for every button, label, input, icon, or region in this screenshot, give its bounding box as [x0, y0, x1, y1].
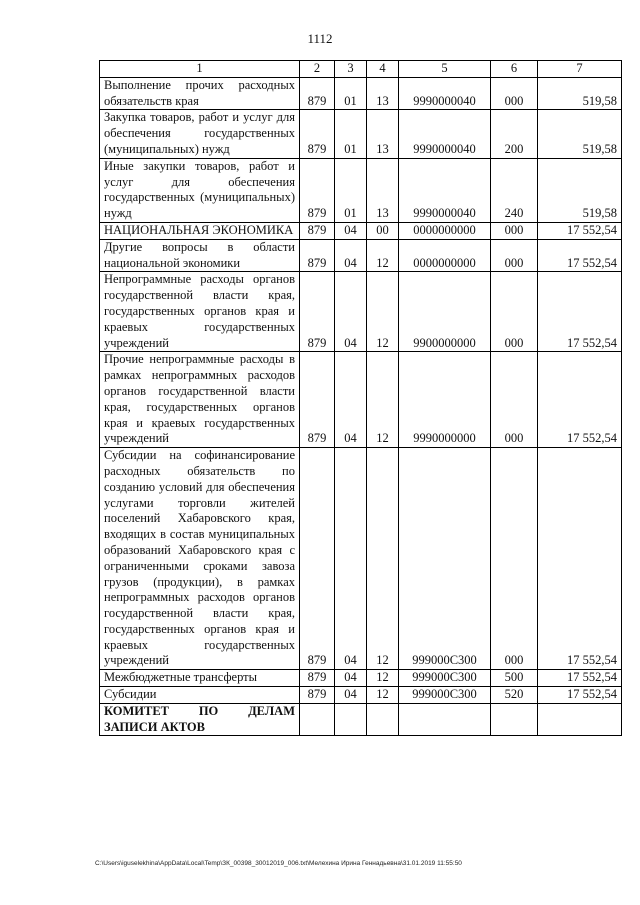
row-amount: 17 552,54 [538, 448, 622, 670]
row-code-6: 240 [491, 158, 538, 222]
row-code-3: 01 [335, 158, 367, 222]
row-amount: 17 552,54 [538, 239, 622, 272]
table-row [100, 448, 622, 670]
row-code-5: 0000000000 [399, 239, 491, 272]
row-code-3: 04 [335, 448, 367, 670]
header-cell: 3 [335, 61, 367, 78]
row-code-6: 200 [491, 110, 538, 158]
row-code-5: 9900000000 [399, 272, 491, 352]
row-code-5: 999000С300 [399, 687, 491, 704]
row-code-4: 13 [367, 158, 399, 222]
row-name: КОМИТЕТ ПО ДЕЛАМ ЗАПИСИ АКТОВ [100, 703, 300, 736]
row-name: Межбюджетные трансферты [100, 670, 300, 687]
row-name: Выполнение прочих расходных обязательств края [100, 77, 300, 110]
row-code-6: 000 [491, 272, 538, 352]
row-name: Другие вопросы в области национальной экономики [100, 239, 300, 272]
file-path-footer: C:\Users\iguselekhina\AppData\Local\Temp\ЗК_00398_30012019_006.txt\Мелехина Ирина Геннадьевна\31.01.2019 11:55:50 [95, 860, 462, 867]
table-row [100, 239, 622, 272]
row-name: Прочие непрограммные расходы в рамках непрограммных расходов органов государственной власти края, государственных органов края и краевых государственных учреждений [100, 352, 300, 448]
row-code-4 [367, 703, 399, 736]
row-code-3: 01 [335, 110, 367, 158]
row-name: Непрограммные расходы органов государственной власти края, государственных органов края и краевых государственных учреждений [100, 272, 300, 352]
row-code-2: 879 [300, 352, 335, 448]
header-cell: 6 [491, 61, 538, 78]
table-header-row [100, 61, 622, 78]
row-code-6: 000 [491, 352, 538, 448]
row-code-6: 000 [491, 239, 538, 272]
row-code-4: 12 [367, 272, 399, 352]
row-amount: 17 552,54 [538, 272, 622, 352]
row-code-3: 04 [335, 352, 367, 448]
row-code-4: 12 [367, 448, 399, 670]
row-code-4: 12 [367, 670, 399, 687]
row-code-6: 500 [491, 670, 538, 687]
row-code-3 [335, 703, 367, 736]
table-row [100, 272, 622, 352]
row-name: НАЦИОНАЛЬНАЯ ЭКОНОМИКА [100, 222, 300, 239]
row-name: Закупка товаров, работ и услуг для обеспечения государственных (муниципальных) нужд [100, 110, 300, 158]
row-code-2: 879 [300, 448, 335, 670]
row-code-3: 04 [335, 239, 367, 272]
table-row [100, 222, 622, 239]
header-cell: 4 [367, 61, 399, 78]
row-code-5: 999000С300 [399, 448, 491, 670]
row-code-3: 01 [335, 77, 367, 110]
table-row [100, 352, 622, 448]
row-code-6: 520 [491, 687, 538, 704]
row-code-3: 04 [335, 272, 367, 352]
row-name: Иные закупки товаров, работ и услуг для обеспечения государственных (муниципальных) нужд [100, 158, 300, 222]
row-code-4: 12 [367, 239, 399, 272]
page-number: 1112 [307, 31, 333, 46]
row-code-2: 879 [300, 110, 335, 158]
row-code-2: 879 [300, 687, 335, 704]
row-code-6: 000 [491, 222, 538, 239]
row-code-4: 12 [367, 687, 399, 704]
row-code-4: 12 [367, 352, 399, 448]
row-code-6: 000 [491, 448, 538, 670]
row-amount: 17 552,54 [538, 352, 622, 448]
row-amount: 519,58 [538, 158, 622, 222]
table-row [100, 77, 622, 110]
row-amount: 17 552,54 [538, 222, 622, 239]
row-code-5: 9990000000 [399, 352, 491, 448]
row-code-4: 13 [367, 110, 399, 158]
row-code-2 [300, 703, 335, 736]
table-row [100, 110, 622, 158]
row-code-2: 879 [300, 222, 335, 239]
header-cell: 7 [538, 61, 622, 78]
row-code-4: 00 [367, 222, 399, 239]
header-cell: 2 [300, 61, 335, 78]
row-code-3: 04 [335, 222, 367, 239]
row-code-2: 879 [300, 77, 335, 110]
row-code-5: 9990000040 [399, 110, 491, 158]
table-row [100, 703, 622, 736]
row-code-2: 879 [300, 272, 335, 352]
row-code-5: 0000000000 [399, 222, 491, 239]
row-code-6: 000 [491, 77, 538, 110]
row-code-2: 879 [300, 670, 335, 687]
budget-table [99, 60, 622, 736]
row-code-2: 879 [300, 239, 335, 272]
row-code-5: 9990000040 [399, 77, 491, 110]
row-name: Субсидии на софинансирование расходных обязательств по созданию условий для обеспечения услугами торговли жителей поселений Хабаровского края, входящих в состав муниципальных образований Хабаровского края с ограниченными сроками завоза грузов (продукции), в рамках непрограммных расходов органов государственной власти края, государственных органов края и краевых государственных учреждений [100, 448, 300, 670]
row-code-3: 04 [335, 670, 367, 687]
row-code-5: 999000С300 [399, 670, 491, 687]
header-cell: 5 [399, 61, 491, 78]
table-row [100, 687, 622, 704]
row-code-4: 13 [367, 77, 399, 110]
row-code-2: 879 [300, 158, 335, 222]
row-code-3: 04 [335, 687, 367, 704]
row-amount: 519,58 [538, 110, 622, 158]
row-amount: 17 552,54 [538, 687, 622, 704]
table-row [100, 670, 622, 687]
row-amount [538, 703, 622, 736]
row-code-5 [399, 703, 491, 736]
row-amount: 519,58 [538, 77, 622, 110]
table-row [100, 158, 622, 222]
row-amount: 17 552,54 [538, 670, 622, 687]
row-name: Субсидии [100, 687, 300, 704]
row-code-6 [491, 703, 538, 736]
header-cell: 1 [100, 61, 300, 78]
row-code-5: 9990000040 [399, 158, 491, 222]
